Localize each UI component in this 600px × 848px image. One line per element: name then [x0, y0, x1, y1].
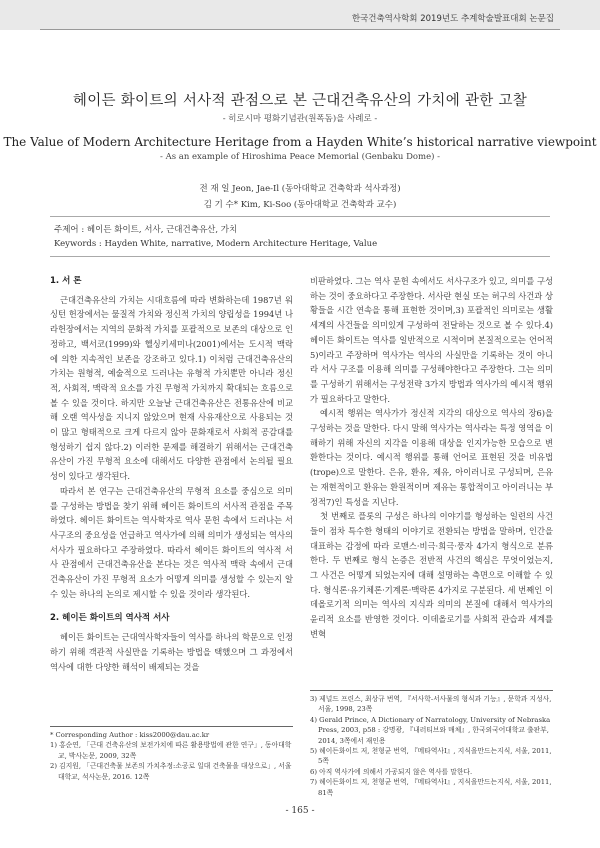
- section2-paragraph: 헤이든 화이트는 근대역사학자들이 역사를 하나의 학문으로 인정하기 위해 객관적 사실만을 기록하는 방법을 택했으며 그 과정에서 역사에 대한 다양한 해석이 배제되는 것을: [50, 632, 293, 672]
- footnote-1: 1) 홍순연, 「근대 건축유산의 보전가치에 따른 활용방법에 관한 연구」, 동아대학교, 박사논문, 2009, 32쪽: [50, 741, 292, 760]
- page-number: - 165 -: [285, 806, 315, 816]
- right-footnotes: [310, 694, 553, 798]
- korean-subtitle: - 히로시마 평화기념관(원폭돔)을 사례로 -: [222, 114, 378, 124]
- author-2: 김 기 수* Kim, Ki-Soo (동아대학교 건축학과 교수): [203, 200, 397, 210]
- korean-title: 헤이든 화이트의 서사적 관점으로 본 근대건축유산의 가치에 관한 고찰: [72, 93, 528, 109]
- left-footnote-rule: [50, 726, 293, 727]
- left-footnotes: [50, 730, 293, 782]
- footnote-7: 7) 헤이든화이트 저, 천형균 번역, 『메타역사Ⅰ』, 지식을만드는지식, 서울, 2011, 81쪽: [310, 778, 552, 797]
- journal-header: 한국건축역사학회 2019년도 추계학술발표대회 논문집: [351, 14, 554, 24]
- section-heading-hayden-white: 2. 헤이든 화이트의 역사적 서사: [50, 613, 170, 624]
- intro-paragraph-2: 따라서 본 연구는 근대건축유산의 무형적 요소를 중심으로 의미를 구성하는 방법을 찾기 위해 헤이든 화이트의 서사적 관점을 주목하였다. 헤이든 화이트는 역사학자로 역사 문헌 속에서 드러나는 서사구조의 중요성을 언급하고 역사가에 의해 의미가 생성되는 역사의 서사가 필요하다고 주장하였다. 따라서 헤이든 화이트의 역사적 서사 관점에서 근대건축유산을 본다는 것은 역사적 맥락 속에서 근대건축유산이 가진 무형적 요소가 어떻게 의미를 생성할 수 있는지 알 수 있는 하나의 논의로 제시할 수 있을 것이라 생각된다.: [50, 485, 293, 599]
- author-1: 전 재 일 Jeon, Jae-Il (동아대학교 건축학과 석사과정): [199, 184, 401, 194]
- footnote-6: 6) 아직 역사가에 의해서 가공되지 않은 역사를 말한다.: [310, 767, 473, 776]
- english-subtitle: - As an example of Hiroshima Peace Memorial (Genbaku Dome) -: [160, 152, 440, 162]
- footnote-3: 3) 제널드 프린스, 최상규 번역, 『서사학-서사물의 형식과 기능』, 문학과 지성사, 서울, 1998, 23쪽: [310, 695, 552, 714]
- right-footnote-rule: [310, 690, 553, 691]
- left-column: [50, 274, 293, 674]
- right-paragraph-2: 예시적 행위는 역사가가 정신적 지각의 대상으로 역사의 장6)을 구성하는 것을 말한다. 다시 말해 역사가는 역사라는 특정 영역을 이해하기 위해 자신의 지각을 이용해 대상을 인지가능한 모습으로 변환한다는 것이다. 예시적 행위를 통해 언어로 표현된 것을 비유법(trope)으로 말한다. 은유, 환유, 제유, 아이러니로 구성되며, 은유는 재현적이고 환유는 환원적이며 제유는 통합적이고 아이러니는 부정적7)인 특성을 지닌다.: [310, 408, 553, 507]
- footnote-4: 4) Gerald Prince, A Dictionary of Narratology, University of Nebraska Press, 2003, p58 : 강명광, 『내러티브와 매체』, 한국외국어대학교 출판부, 2014, 3쪽에서 재인용: [310, 715, 551, 745]
- intro-paragraph-1: 근대건축유산의 가치는 시대흐름에 따라 변화하는데 1987년 워싱턴 헌장에서는 물질적 가치와 정신적 가치의 양립성을 1994년 나라헌장에서는 지역의 문화적 가치를 포괄적으로 보존의 대상으로 인정하고, 백서코(1999)와 헬싱키세미나(2001)에서는 도시적 맥락에 의한 지속적인 보존을 강조하고 있다.1) 이처럼 근대건축유산의 가치는 원형적, 예술적으로 드러나는 유형적 가치뿐만 아니라 정신적, 사회적, 맥락적 요소를 가진 무형적 가치까지 확대되는 흐름으로 볼 수 있을 것이다. 하지만 오늘날 근대건축유산은 전통유산에 비교해 오랜 역사성을 지니지 않았으며 현재 사유재산으로 사용되는 것이 많고 형태적으로 크게 다르지 않아 문화재로서 사회적 공감대를 형성하기 쉽지 않다.2) 이러한 문제를 해결하기 위해서는 근대건축유산이 가진 무형적 요소에 대해서도 다양한 관점에서 논의될 필요성이 있다고 생각된다.: [50, 294, 293, 482]
- keywords-english: Keywords : Hayden White, narrative, Modern Architecture Heritage, Value: [54, 239, 378, 249]
- right-paragraph-1: 비판하였다. 그는 역사 문헌 속에서도 서사구조가 있고, 의미를 구성하는 것이 중요하다고 주장한다. 서사란 현실 또는 허구의 사건과 상황들을 시간 연속을 통해 표현한 것이며,3) 포괄적인 의미로는 생활세계의 사건들을 의미있게 구성하여 전달하는 것으로 볼 수 있다.4) 헤이든 화이트는 역사를 일반적으로 시적이며 본질적으로는 언어적5)이라고 주장하며 역사가는 역사의 사실만을 기록하는 것이 아니라 서사 구조를 이용해 의미를 구성해야한다고 주장한다. 그는 의미를 구성하기 위해서는 구성전략 3가지 방법과 역사가의 예시적 행위가 필요하다고 말한다.: [310, 276, 553, 404]
- keywords-bottom-rule: [50, 256, 550, 257]
- right-paragraph-3: 첫 번째로 플롯의 구성은 하나의 이야기를 형성하는 일련의 사건들이 점차 특수한 형태의 이야기로 전환되는 방법을 말하며, 인간을 대표하는 감정에 따라 로맨스·비극·희극·풍자 4가지 형식으로 분류한다. 두 번째로 형식 논증은 전반적 사건의 핵심은 무엇이었는지, 그 사건은 어떻게 되었는지에 대해 설명하는 측면으로 이해할 수 있다. 형식론·유기체론·기계론·맥락론 4가지로 구분된다. 세 번째인 이데올로기적 의미는 역사의 지식과 의미의 본질에 대해서 역사가의 윤리적 요소를 반영한 것이다. 이데올로기를 사회적 관습과 세계를 변혁: [310, 511, 553, 639]
- footnote-2: 2) 김지원, 「근대건축물 보존의 가치추정:소공로 일대 건축물을 대상으로」, 서울대학교, 석사논문, 2016. 12쪽: [50, 762, 292, 781]
- footnote-corresponding-author: * Corresponding Author : kiss2000@dau.ac.kr: [50, 731, 210, 739]
- footnote-5: 5) 헤이든화이트 저, 천형균 번역, 『메타역사Ⅰ』, 지식을만드는지식, 서울, 2011, 5쪽: [310, 747, 552, 766]
- header-rule: [40, 29, 560, 30]
- keywords-korean: 주제어 : 헤이든 화이트, 서사, 근대건축유산, 가치: [54, 225, 238, 235]
- keywords-top-rule: [50, 216, 550, 217]
- section-heading-introduction: 1. 서 론: [50, 276, 82, 286]
- english-title: The Value of Modern Architecture Heritage from a Hayden White’s historical narrative viewpoint: [3, 135, 597, 149]
- right-column: [310, 274, 553, 642]
